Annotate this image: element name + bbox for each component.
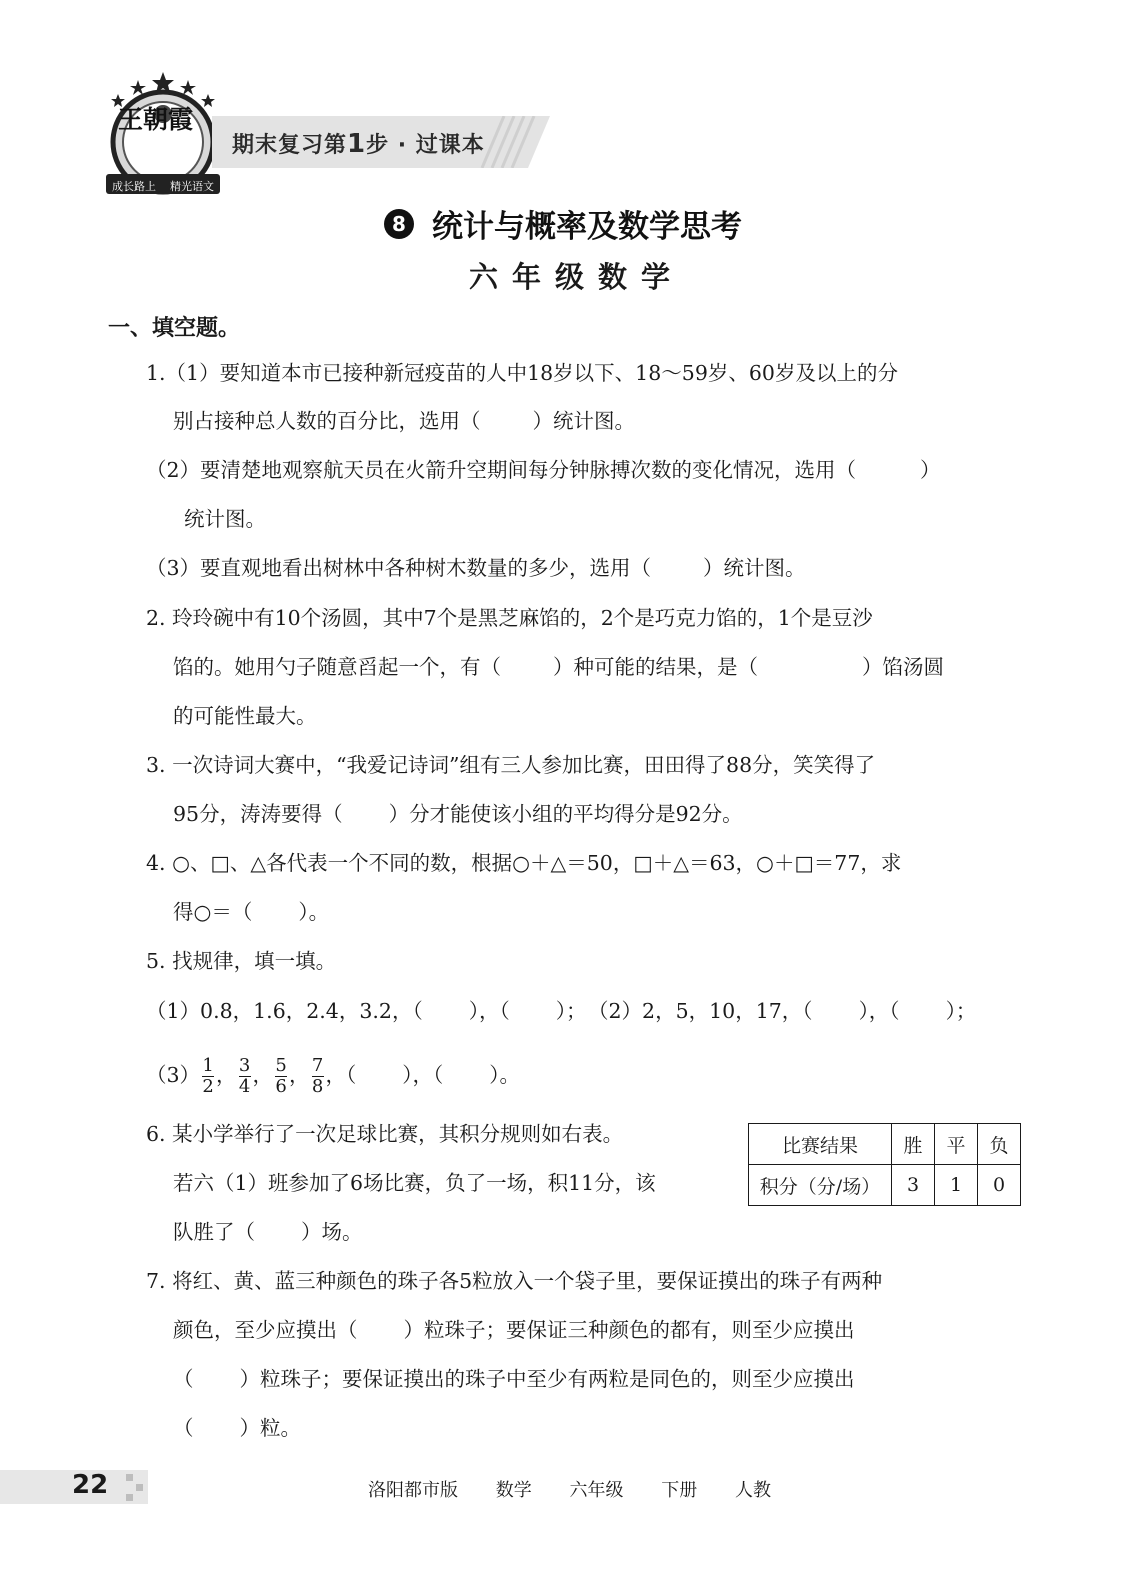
q2-line2c: ）馅汤圆 [862,655,944,679]
q7-line3b: ）粒珠子；要保证摸出的珠子中至少有两粒是同色的，则至少应摸出 [239,1367,855,1391]
q5-part2a: （2）2，5，10，17，（ [588,999,813,1023]
fraction-numerator: 1 [202,1055,214,1076]
title-number: 8 [384,209,414,239]
table-row [749,1165,1021,1206]
q4-line2a: 得○＝（ [173,900,253,924]
table-cell: 0 [978,1165,1021,1206]
fraction [312,1056,324,1097]
q1-part3b: ）统计图。 [703,556,806,580]
q2-line2a: 馅的。她用勺子随意舀起一个，有（ [173,655,501,679]
table-header-cell: 比赛结果 [749,1124,892,1165]
q5-part1c: ）； [555,999,587,1023]
fraction [275,1056,287,1097]
q6-line2: 若六（1）班参加了6场比赛，负了一场，积11分，该 [173,1171,656,1195]
q7-line4a: （ [173,1416,194,1440]
footer-volume: 下册 [661,1480,698,1501]
table-header-cell: 平 [935,1124,978,1165]
q5-part1b: ），（ [468,999,510,1023]
q3-line2a: 95分，涛涛要得（ [173,802,343,826]
q6-line3b: ）场。 [301,1220,363,1244]
q6-line1: 6. 某小学举行了一次足球比赛，其积分规则如右表。 [146,1122,624,1146]
logo-name: 王朝霞 [118,107,194,134]
q5-part1a: （1）0.8，1.6，2.4，3.2，（ [146,999,423,1023]
q7-line2a: 颜色，至少应摸出（ [173,1318,358,1342]
q4-line1: 4. ○、□、△各代表一个不同的数，根据○＋△＝50，□＋△＝63，○＋□＝77，求 [146,851,902,875]
step-banner-text [232,128,485,159]
fraction-denominator: 2 [202,1076,214,1097]
q1-part2-line1 [146,455,941,485]
q5-part3a: （3） [146,1063,201,1087]
q7-line2 [173,1315,855,1345]
q5-part3d: ）。 [489,1063,521,1087]
q3-line2b: ）分才能使该小组的平均得分是92分。 [388,802,743,826]
q1-part3a: （3）要直观地看出树林中各种树木数量的多少，选用（ [146,556,652,580]
q7-line3 [173,1364,855,1394]
q5-part3b: ，（ [325,1063,357,1087]
footer-info [0,1476,1139,1502]
q5-part2b: ），（ [858,999,900,1023]
fraction-denominator: 6 [275,1076,287,1097]
logo-slogan-right: 精光语文 [170,180,214,193]
fraction-denominator: 4 [238,1076,251,1097]
table-cell: 3 [892,1165,935,1206]
q2-line2b: ）种可能的结果，是（ [553,655,758,679]
q7-line2b: ）粒珠子；要保证三种颜色的都有，则至少应摸出 [403,1318,855,1342]
logo-slogan-left: 成长路上 [112,180,156,193]
q6-line3a: 队胜了（ [173,1220,255,1244]
fraction [202,1056,214,1097]
q4-line2b: ）。 [298,900,330,924]
q5-part3: （3） $\frac{1}{2}$ ， $\frac{3}{4}$ ， $\frac{5}{6}$ ， $\frac{7}{8}$ ，（ ），（ ）。 [146,1055,521,1097]
table-cell: 积分（分/场） [749,1165,892,1206]
table-row [749,1124,1021,1165]
q2-line1: 2. 玲玲碗中有10个汤圆，其中7个是黑芝麻馅的，2个是巧克力馅的，1个是豆沙 [146,606,873,630]
q7-line1: 7. 将红、黄、蓝三种颜色的珠子各5粒放入一个袋子里，要保证摸出的珠子有两种 [146,1269,883,1293]
section-heading: 一、填空题。 [108,316,241,341]
q1-line2b: ）统计图。 [532,409,635,433]
q1-part2-line2: 统计图。 [184,507,266,531]
footer-subject: 数学 [495,1480,532,1501]
q5-part1 [146,996,586,1026]
q5-heading: 5. 找规律，填一填。 [146,949,337,973]
page-number: 22 [72,1470,109,1500]
table-header-cell: 胜 [892,1124,935,1165]
footer-grade: 六年级 [569,1480,624,1501]
q1-part3 [146,553,806,583]
table-cell: 1 [935,1165,978,1206]
q1-part2b: ） [920,458,941,482]
q2-line3: 的可能性最大。 [173,704,317,728]
fraction-numerator: 3 [238,1055,251,1076]
table-header-cell: 负 [978,1124,1021,1165]
q1-line2a: 别占接种总人数的百分比，选用（ [173,409,481,433]
q7-line3a: （ [173,1367,194,1391]
footer-publisher: 人教 [734,1480,771,1501]
score-rules-table [748,1123,1021,1206]
q5-part2 [588,996,976,1026]
q5-part2c: ）； [945,999,977,1023]
fraction-numerator: 5 [275,1055,287,1076]
fraction [239,1056,251,1097]
q1-line1: 1.（1）要知道本市已接种新冠疫苗的人中18岁以下、18～59岁、60岁及以上的分 [146,361,898,385]
q4-line2 [173,897,329,927]
q6-line3 [173,1217,363,1247]
page-subtitle: 六年级数学 [468,260,684,294]
q3-line2 [173,799,743,829]
q1-line2 [173,406,635,436]
footer-edition: 洛阳都市版 [368,1480,459,1501]
title-text: 统计与概率及数学思考 [432,209,742,245]
banner-step: 1 [347,129,367,159]
q1-part2a: （2）要清楚地观察航天员在火箭升空期间每分钟脉搏次数的变化情况，选用（ [146,458,857,482]
q7-line4 [173,1413,301,1443]
fraction-numerator: 7 [311,1055,324,1076]
banner-suffix: 步 · 过课本 [366,133,485,158]
q2-line2 [173,652,944,682]
fraction-denominator: 8 [311,1076,324,1097]
q5-part3c: ），（ [402,1063,444,1087]
q3-line1: 3. 一次诗词大赛中，“我爱记诗词”组有三人参加比赛，田田得了88分，笑笑得了 [146,753,876,777]
banner-prefix: 期末复习第 [232,133,348,158]
q7-line4b: ）粒。 [239,1416,301,1440]
page-title [384,201,742,246]
